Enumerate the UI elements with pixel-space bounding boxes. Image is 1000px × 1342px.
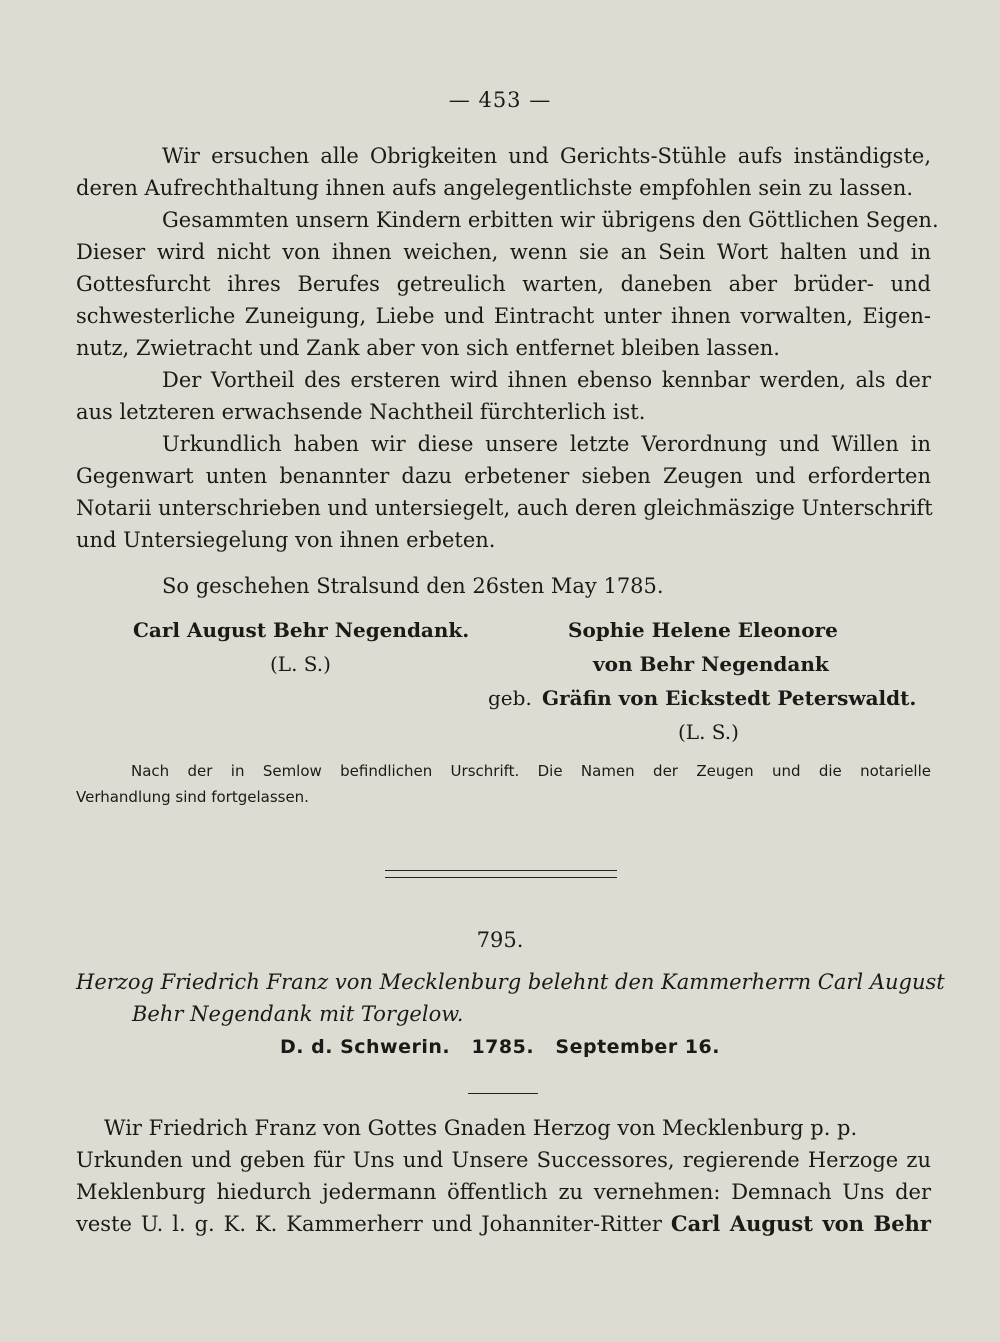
short-rule-divider [468, 1093, 538, 1094]
text-line: schwesterliche Zuneigung, Liebe und Eintracht unter ihnen vorwalten, Eigen- [76, 304, 931, 328]
charter-line-bold: Carl August von Behr [670, 1211, 931, 1236]
double-rule-divider [385, 870, 617, 878]
text-line: Gegenwart unten benannter dazu erbetener sieben Zeugen und erforderten [76, 464, 931, 488]
text-line: aus letzteren erwachsende Nachtheil fürchterlich ist. [76, 400, 646, 424]
place-date-block [76, 570, 931, 602]
text-line: Gottesfurcht ihres Berufes getreulich warten, daneben aber brüder- und [76, 272, 931, 296]
text-line: Der Vortheil des ersteren wird ihnen ebenso kennbar werden, als der [162, 368, 931, 392]
charter-text [76, 1112, 931, 1240]
text-line: Gesammten unsern Kindern erbitten wir übrigens den Göttlichen Segen. [162, 208, 939, 232]
signature-right-geb: geb. [488, 686, 532, 710]
text-line: Notarii unterschrieben und untersiegelt, auch deren gleichmäszige Unterschrift [76, 496, 933, 520]
text-line: Wir ersuchen alle Obrigkeiten und Gerichts-Stühle aufs inständigste, [162, 144, 931, 168]
dateline [0, 1036, 1000, 1058]
signature-right-line2: von Behr Negendank [593, 652, 829, 676]
main-text [76, 140, 939, 556]
signature-left-name: Carl August Behr Negendank. [133, 618, 470, 642]
page-number: — 453 — [448, 88, 552, 112]
place-date: So geschehen Stralsund den 26sten May 1785. [162, 574, 664, 598]
document-number: 795. [476, 928, 524, 952]
charter-line: Meklenburg hiedurch jedermann öffentlich zu vernehmen: Demnach Uns der [76, 1180, 931, 1204]
note-line: Verhandlung sind fortgelassen. [76, 788, 309, 806]
regest-line: Behr Negendank mit Torgelow. [132, 1002, 464, 1026]
regest-summary [76, 966, 945, 1030]
dateline-text: D. d. Schwerin. 1785. September 16. [280, 1036, 720, 1058]
signature-right-line1: Sophie Helene Eleonore [568, 618, 838, 642]
signature-right-line3: Gräfin von Eickstedt Peterswaldt. [542, 686, 917, 710]
text-line: deren Aufrechthaltung ihnen aufs angelegentlichste empfohlen sein zu lassen. [76, 176, 914, 200]
regest-line: Herzog Friedrich Franz von Mecklenburg belehnt den Kammerherrn Carl August [76, 970, 945, 994]
charter-line: Urkunden und geben für Uns und Unsere Successores, regierende Herzoge zu [76, 1148, 931, 1172]
editorial-note [76, 758, 931, 810]
text-line: Urkundlich haben wir diese unsere letzte Verordnung und Willen in [162, 432, 931, 456]
text-line: und Untersiegelung von ihnen erbeten. [76, 528, 496, 552]
text-line: Dieser wird nicht von ihnen weichen, wenn sie an Sein Wort halten und in [76, 240, 931, 264]
charter-line: Wir Friedrich Franz von Gottes Gnaden Herzog von Mecklenburg p. p. [104, 1116, 858, 1140]
note-line: Nach der in Semlow befindlichen Urschrift. Die Namen der Zeugen und die notarielle [131, 762, 931, 780]
seal-left: (L. S.) [270, 652, 331, 676]
text-line: nutz, Zwietracht und Zank aber von sich entfernet bleiben lassen. [76, 336, 780, 360]
charter-line [76, 1208, 931, 1240]
seal-right: (L. S.) [678, 720, 739, 744]
charter-line-plain: veste U. l. g. K. K. Kammerherr und Johanniter-Ritter [76, 1212, 662, 1236]
